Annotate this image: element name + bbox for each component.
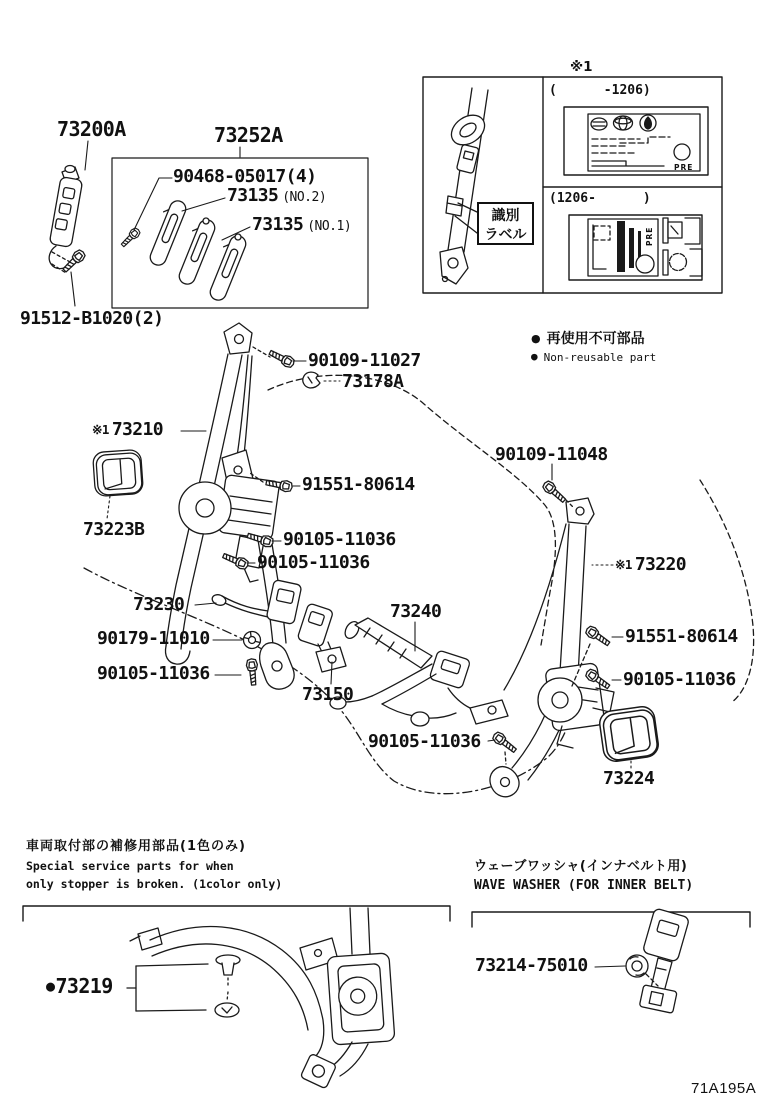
part-73240-art: [330, 618, 508, 726]
callout-90105-11036-e: 90105-11036: [623, 669, 736, 690]
ref1-mark: ※1: [615, 557, 632, 572]
callout-73224: 73224: [603, 768, 655, 789]
id-label-line1: 識別: [491, 208, 520, 224]
callout-73210: ※1 73210: [92, 419, 163, 440]
callout-73240: 73240: [390, 601, 442, 622]
washer-title-en: WAVE WASHER (FOR INNER BELT): [474, 878, 694, 893]
ref-box-art: [423, 77, 722, 293]
id-label-box: [477, 202, 534, 245]
callout-90109-11027: 90109-11027: [308, 350, 421, 371]
bullet-icon: ●: [46, 977, 55, 995]
callout-90109-11048: 90109-11048: [495, 444, 608, 465]
callout-90105-11036-b: 90105-11036: [257, 552, 370, 573]
callout-73252a: 73252A: [214, 123, 283, 147]
legend-nonreusable-en: ● Non-reusable part: [531, 350, 657, 364]
callout-90105-11036-c: 90105-11036: [97, 663, 210, 684]
pre-code-top: PRE: [674, 163, 694, 172]
callout-90179-11010: 90179-11010: [97, 628, 210, 649]
callout-73178a: 73178A: [342, 371, 404, 392]
drawing-code: 71A195A: [691, 1080, 757, 1097]
callout-73220: ※1 73220: [615, 554, 686, 575]
callout-90468-05017: 90468-05017(4): [173, 166, 317, 187]
ref-mark: ※1: [570, 59, 593, 75]
part-73223b-art: [93, 449, 144, 496]
ref1-mark: ※1: [92, 422, 109, 437]
callout-73223b: 73223B: [83, 519, 145, 540]
pre-code-bottom: PRE: [645, 226, 654, 246]
range-top: ( -1206): [549, 83, 651, 98]
callout-73200a: 73200A: [57, 117, 126, 141]
callout-73135-no1: 73135 (NO.1): [252, 214, 352, 235]
callout-91551-80614-right: 91551-80614: [625, 626, 738, 647]
callout-90105-11036-d: 90105-11036: [368, 731, 481, 752]
bullet-icon: ●: [531, 350, 538, 363]
callout-73135-no2: 73135 (NO.2): [227, 185, 327, 206]
callout-91512-b1020: 91512-B1020(2): [20, 308, 164, 329]
washer-title-jp: ウェーブワッシャ(インナベルト用): [474, 859, 688, 874]
service-title-en-1: Special service parts for when: [26, 859, 234, 873]
callout-73214-75010: 73214-75010: [475, 955, 588, 976]
callout-73230: 73230: [133, 594, 185, 615]
service-title-jp: 車両取付部の補修用部品(1色のみ): [26, 839, 246, 854]
no2-suffix: (NO.2): [282, 190, 327, 205]
adjuster-73200a-art: [49, 166, 87, 275]
range-bottom: (1206- ): [549, 191, 651, 206]
callout-90105-11036-a: 90105-11036: [283, 529, 396, 550]
belt-73220-art: [490, 498, 614, 797]
bullet-icon: ●: [531, 332, 541, 345]
callout-73219: ●73219: [46, 974, 113, 998]
callout-91551-80614-left: 91551-80614: [302, 474, 415, 495]
service-title-en-2: only stopper is broken. (1color only): [26, 877, 283, 891]
id-label-line2: ラベル: [484, 226, 527, 243]
legend-nonreusable-jp: ● 再使用不可部品: [531, 331, 645, 347]
callout-73150: 73150: [302, 684, 354, 705]
no1-suffix: (NO.1): [307, 219, 352, 234]
part-73224-art: [598, 705, 660, 763]
